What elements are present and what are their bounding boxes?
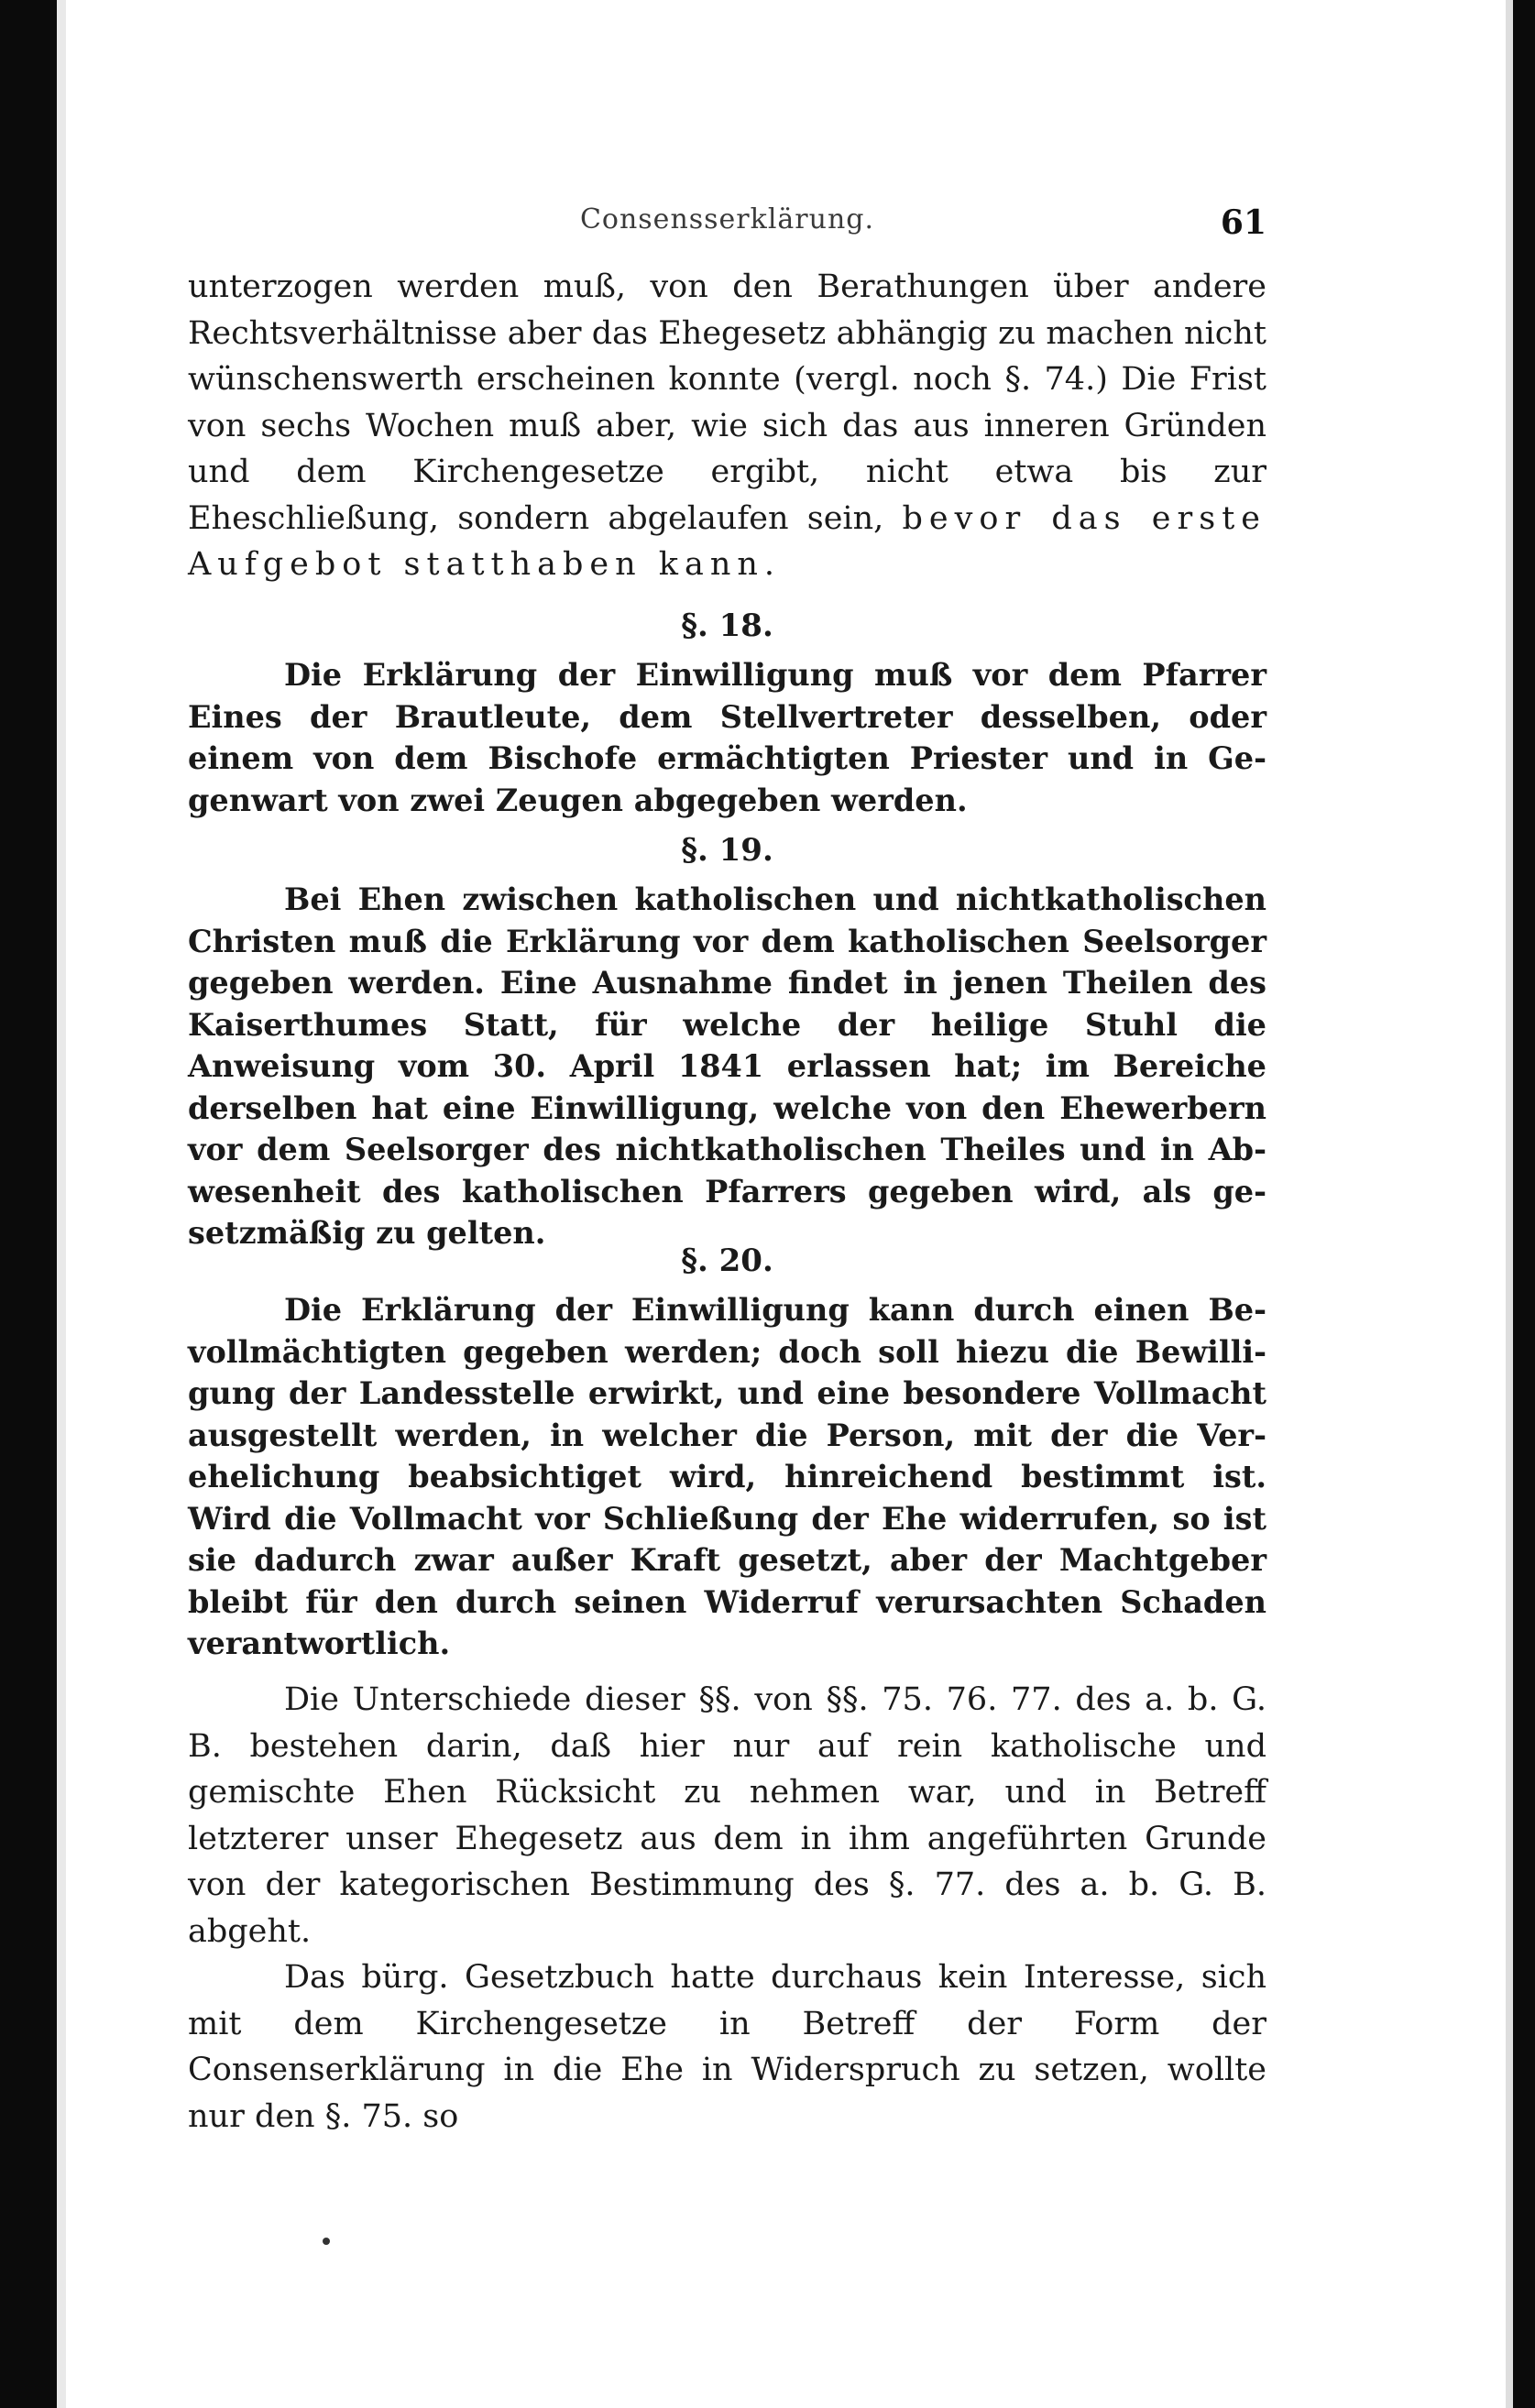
section-18 xyxy=(188,605,1266,821)
scan-border-left xyxy=(0,0,57,2408)
section-heading: §. 20. xyxy=(681,1242,773,1279)
spaced-emphasis: bevor das erste Aufgebot statthaben kann. xyxy=(188,499,1266,583)
scan-border-right xyxy=(1513,0,1535,2408)
page-gutter xyxy=(57,0,66,2408)
ink-speck xyxy=(323,2238,330,2245)
page-number: 61 xyxy=(1220,203,1266,242)
running-head xyxy=(188,203,1266,240)
paragraph-continued xyxy=(188,264,1266,588)
commentary-paragraph: Die Unterschiede dieser §§. von §§. 75. 76. 77. des a. b. G. B. bestehen darin, daß hier nur auf rein katholische und gemischte Ehen Rücksicht zu nehmen war, und in Betreff letzterer unser Ehegesetz aus dem in ihm angeführten Grunde von der kategorischen Bestimmung des §. 77. des a. b. G. B. abgeht. xyxy=(188,1681,1266,1950)
page-edge-shadow xyxy=(1506,0,1513,2408)
running-title: Consensserklärung. xyxy=(579,203,875,235)
section-20 xyxy=(188,1240,1266,1665)
section-19 xyxy=(188,829,1266,1254)
section-text: Die Erklärung der Einwilligung kann durch einen Bevollmächtigten gegeben werden; doch soll hiezu die Bewilligung der Landesstelle erwirkt, und eine besondere Vollmacht ausgestellt werden, in welcher die Person, mit der die Verehelichung beabsichtiget wird, hinreichend bestimmt ist. Wird die Vollmacht vor Schließung der Ehe widerrufen, so ist sie dadurch zwar außer Kraft gesetzt, aber der Machtgeber bleibt für den durch seinen Widerruf verursachten Schaden verantwortlich. xyxy=(188,1292,1266,1661)
commentary-paragraph: Das bürg. Gesetzbuch hatte durchaus kein Interesse, sich mit dem Kirchengesetze in Betreff der Form der Consenserklärung in die Ehe in Widerspruch zu setzen, wollte nur den §. 75. so xyxy=(188,1959,1266,2135)
paragraph-text-main: unterzogen werden muß, von den Berathungen über andere Rechtsverhältnisse aber das Ehegesetz abhängig zu machen nicht wünschenswerth erscheinen konnte (vergl. noch §. 74.) Die Frist von sechs Wochen muß aber, wie sich das aus inneren Gründen und dem Kirchengesetze ergibt, nicht etwa bis zur Eheschließung, sondern abgelaufen sein, xyxy=(188,268,1266,537)
paragraph-text xyxy=(188,264,1266,588)
section-heading: §. 19. xyxy=(681,832,773,869)
section-text: Die Erklärung der Einwilligung muß vor dem Pfarrer Eines der Brautleute, dem Stellvertreter desselben, oder einem von dem Bischofe ermächtigten Priester und in Gegenwart von zwei Zeugen abgegeben werden. xyxy=(188,657,1266,818)
section-text: Bei Ehen zwischen katholischen und nichtkatholischen Christen muß die Erklärung vor dem katholischen Seelsorger gegeben werden. Eine Ausnahme findet in jenen Theilen des Kaiserthumes Statt, für welche der heilige Stuhl die Anweisung vom 30. April 1841 erlassen hat; im Bereiche derselben hat eine Einwilligung, welche von den Ehewerbern vor dem Seelsorger des nichtkatholischen Theiles und in Abwesenheit des katholischen Pfarrers gegeben wird, als gesetzmäßig zu gelten. xyxy=(188,881,1266,1251)
commentary xyxy=(188,1677,1266,2140)
section-heading: §. 18. xyxy=(681,607,773,644)
